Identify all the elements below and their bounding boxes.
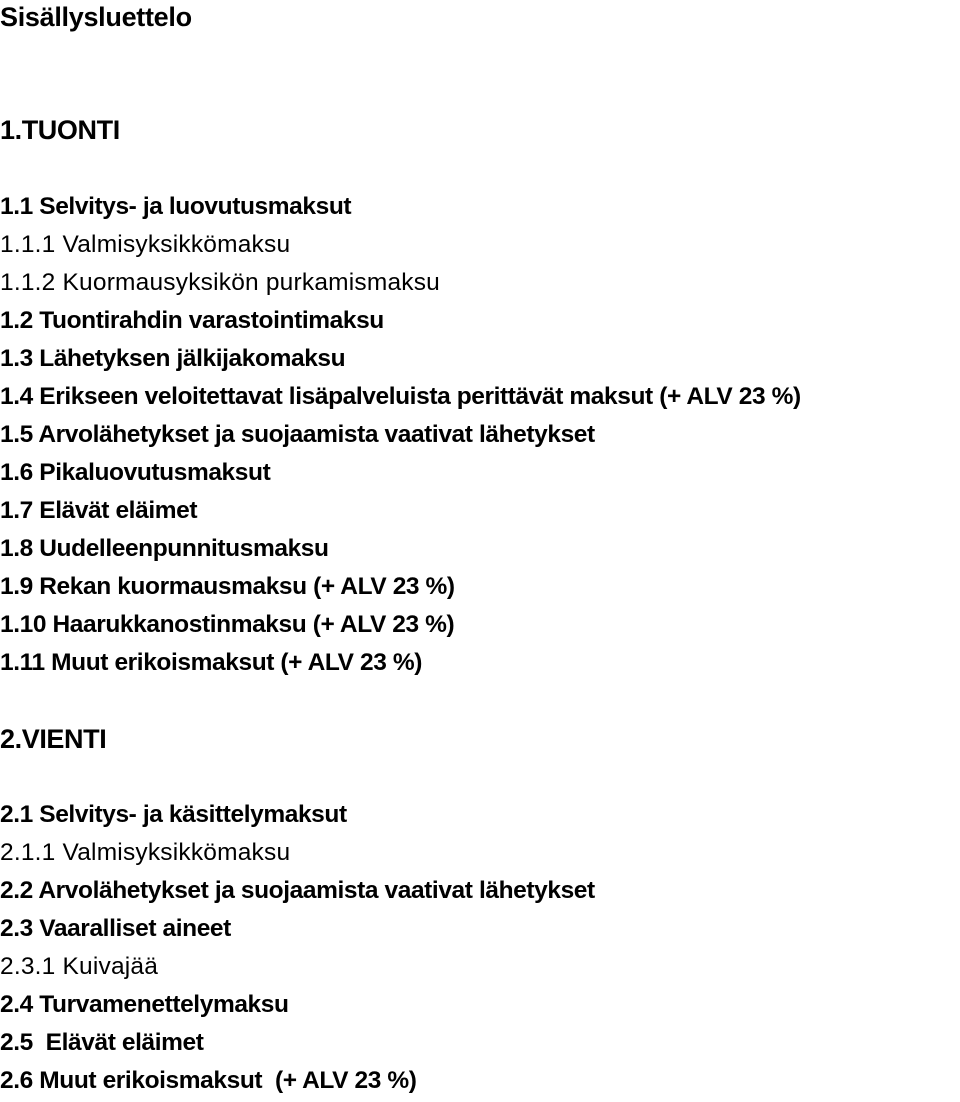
toc-subentry: 2.3.1 Kuivajää — [0, 953, 159, 980]
toc-entry: 2.1 Selvitys- ja käsittelymaksut — [0, 801, 347, 828]
toc-entry: 1.10 Haarukkanostinmaksu (+ ALV 23 %) — [0, 611, 455, 638]
toc-entry: 2.5 Elävät eläimet — [0, 1029, 204, 1056]
toc-entry: 1.9 Rekan kuormausmaksu (+ ALV 23 %) — [0, 573, 455, 600]
toc-entry: 1.5 Arvolähetykset ja suojaamista vaativat lähetykset — [0, 421, 595, 448]
toc-entry: 2.2 Arvolähetykset ja suojaamista vaativat lähetykset — [0, 877, 595, 904]
toc-entry: 2.6 Muut erikoismaksut (+ ALV 23 %) — [0, 1067, 417, 1094]
section-heading-vienti: 2.VIENTI — [0, 724, 107, 754]
toc-subentry: 2.1.1 Valmisyksikkömaksu — [0, 839, 291, 866]
toc-entry: 1.11 Muut erikoismaksut (+ ALV 23 %) — [0, 649, 422, 676]
toc-entry: 1.4 Erikseen veloitettavat lisäpalveluista perittävät maksut (+ ALV 23 %) — [0, 383, 801, 410]
toc-entry: 1.3 Lähetyksen jälkijakomaksu — [0, 345, 346, 372]
page-title: Sisällysluettelo — [0, 2, 192, 32]
toc-entry: 2.3 Vaaralliset aineet — [0, 915, 231, 942]
toc-entry: 1.2 Tuontirahdin varastointimaksu — [0, 307, 384, 334]
toc-entry: 1.1 Selvitys- ja luovutusmaksut — [0, 193, 352, 220]
toc-entry: 1.7 Elävät eläimet — [0, 497, 198, 524]
toc-subentry: 1.1.1 Valmisyksikkömaksu — [0, 231, 291, 258]
toc-entry: 1.6 Pikaluovutusmaksut — [0, 459, 271, 486]
toc-subentry: 1.1.2 Kuormausyksikön purkamismaksu — [0, 269, 441, 296]
toc-entry: 2.4 Turvamenettelymaksu — [0, 991, 289, 1018]
toc-entry: 1.8 Uudelleenpunnitusmaksu — [0, 535, 329, 562]
section-heading-tuonti: 1.TUONTI — [0, 115, 120, 145]
